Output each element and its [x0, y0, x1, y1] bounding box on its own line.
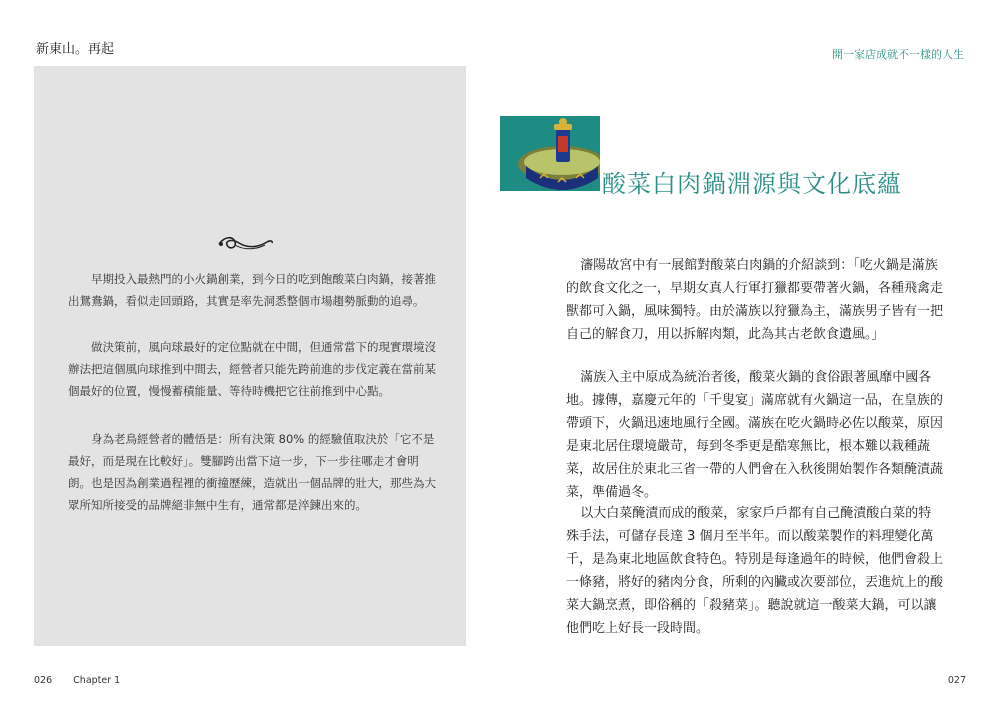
left-page-number: 026	[34, 675, 53, 686]
left-paragraph-1: 早期投入最熱門的小火鍋創業，到今日的吃到飽酸菜白肉鍋，接著推出鴛鴦鍋，看似走回頭路，其實是率先洞悉整個市場趨勢脈動的追尋。	[68, 272, 436, 308]
left-paragraph-3: 身為老鳥經營者的體悟是：所有決策 80% 的經驗值取決於「它不是最好，而是現在比較好」。雙腳跨出當下這一步，下一步往哪走才會明朗。也是因為創業過程裡的衝撞歷練，造就出一個品牌的壯大，那些為大眾所知所接受的品牌絕非無中生有，通常都是淬鍊出來的。	[68, 432, 436, 512]
left-footer	[34, 675, 138, 686]
right-paragraph-2: 滿族入主中原成為統治者後，酸菜火鍋的食俗跟著風靡中國各地。據傳，嘉慶元年的「千叟宴」滿席就有火鍋這一品，在皇族的帶頭下，火鍋迅速地風行全國。滿族在吃火鍋時必佐以酸菜，原因是東北居住環境嚴苛，每到冬季更是酷寒無比，根本難以栽種蔬菜，故居住於東北三省一帶的人們會在入秋後開始製作各類醃漬蔬菜，準備過冬。	[566, 370, 944, 500]
hotpot-image	[500, 116, 600, 191]
scroll-flourish-icon	[215, 234, 275, 252]
section-title: 酸菜白肉鍋淵源與文化底蘊	[602, 170, 902, 198]
book-title: 新東山。再起	[36, 42, 115, 57]
chapter-label: Chapter 1	[73, 675, 121, 686]
right-paragraph-1: 瀋陽故宮中有一展館對酸菜白肉鍋的介紹談到：「吃火鍋是滿族的飲食文化之一，早期女真人行軍打獵都要帶著火鍋，各種飛禽走獸都可入鍋，風味獨特。由於滿族以狩獵為主，滿族男子皆有一把自己的解食刀，用以拆解肉類，此為其古老飲食遺風。」	[566, 258, 944, 342]
right-paragraph-3: 以大白菜醃漬而成的酸菜，家家戶戶都有自己醃漬酸白菜的特殊手法，可儲存長達 3 個月至半年。而以酸菜製作的料理變化萬千，是為東北地區飲食特色。特別是每逢過年的時候，他們會殺上一條豬，將好的豬肉分食，所剩的內臟或次要部位，丟進炕上的酸菜大鍋烹煮，即俗稱的「殺豬菜」。聽說就這一酸菜大鍋，可以讓他們吃上好長一段時間。	[566, 506, 944, 636]
hotpot-icon	[500, 116, 600, 191]
right-page-number: 027	[947, 675, 966, 686]
left-paragraph-2: 做決策前，風向球最好的定位點就在中間，但通常當下的現實環境沒辦法把這個風向球推到中間去，經營者只能先跨前進的步伐定義在當前某個最好的位置，慢慢蓄積能量、等待時機把它往前推到中心點。	[68, 340, 436, 398]
chapter-title: 開一家店成就不一樣的人生	[832, 48, 964, 61]
